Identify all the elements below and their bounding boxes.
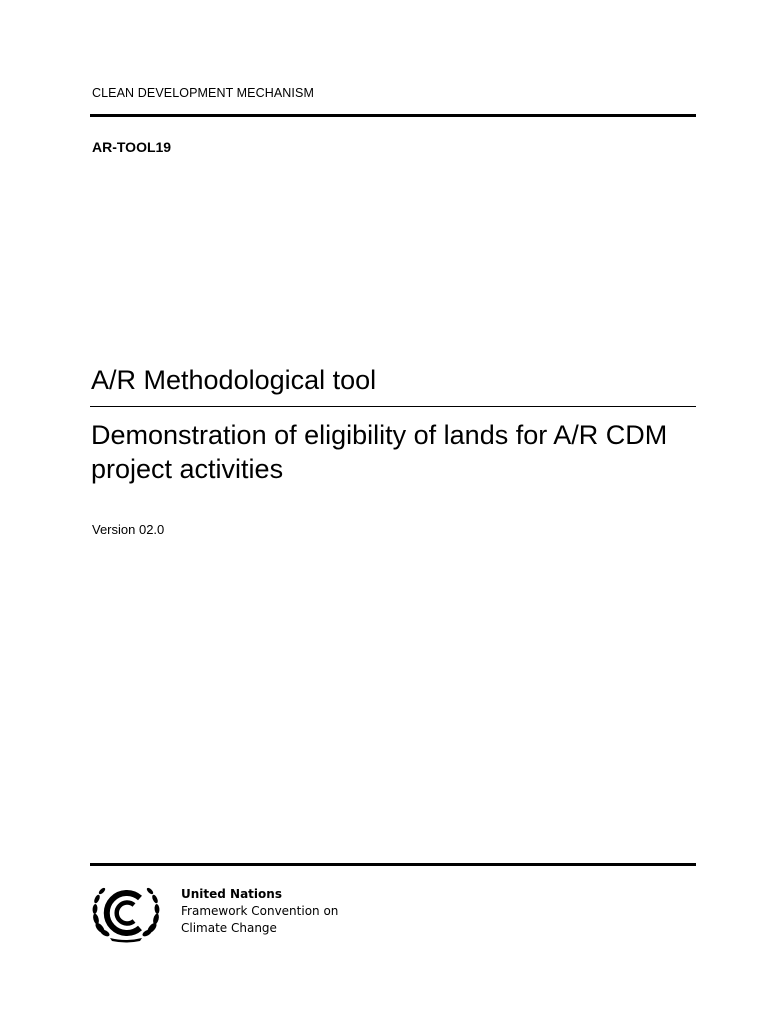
org-line-climate-change: Climate Change [181, 921, 277, 935]
org-line-united-nations: United Nations [181, 887, 282, 901]
document-version: Version 02.0 [92, 522, 165, 537]
document-title: Demonstration of eligibility of lands for A/R CDM project activities [91, 420, 668, 484]
org-line-framework-convention: Framework Convention on [181, 904, 339, 918]
unfccc-emblem-icon [90, 882, 162, 944]
footer-divider [90, 863, 696, 866]
header-mechanism-label: CLEAN DEVELOPMENT MECHANISM [92, 86, 314, 100]
document-code: AR-TOOL19 [92, 139, 172, 155]
footer-organization-name [181, 886, 338, 937]
header-divider [90, 114, 696, 117]
document-type-heading: A/R Methodological tool [91, 365, 377, 395]
title-divider [90, 406, 696, 407]
